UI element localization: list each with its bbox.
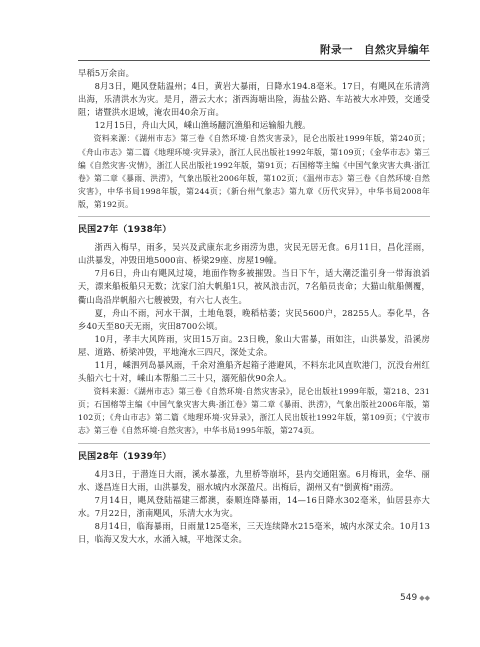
footer-ornament: ◆◆ xyxy=(419,594,430,602)
source-citation: 资料来源：《湖州市志》第三卷《自然环境·自然灾害录》，昆仑出版社1999年版，第240页；《舟山市志》第二篇《地理环境·灾异录》，浙江人民出版社1992年版，第109页；《金华市志》第三编《自然灾害·灾情》，浙江人民出版社1992年版，第91页；石国榕等主编《中国气象灾害大典·浙江卷》第二章《暴雨、洪涝》，气象出版社2006年版，第102页；《温州市志》第三卷《自然环境·自然灾害》，中华书局1998年版，第244页；《新台州气象志》第九章《历代灾异》，中华书局2008年版，第192页。 xyxy=(78,134,430,209)
header-rule xyxy=(78,60,430,61)
paragraph: 12月15日，舟山大风，嵊山渔场翻沉渔船和运输船九艘。 xyxy=(94,120,311,131)
paragraph: 7月6日，舟山有飓风过境，地面作物多被摧毁。当日下午，适大潮泛滥引身一带海浪滔天，漂来船板船只无数；沈家门泊大帆船1只，被风浪击沉，7名船员丧命；大猫山航船侧覆，衢山岛沿岸帆船六七艘被毁，有六七人丧生。 xyxy=(78,268,430,305)
page-body xyxy=(78,67,430,546)
source-citation: 资料来源：《湖州市志》第三卷《自然环境·自然灾害录》，昆仑出版社1999年版，第218、231页；石国榕等主编《中国气象灾害大典·浙江卷》第二章《暴雨、洪涝》，气象出版社2006年版，第102页；《舟山市志》第二篇《地理环境·灾异录》，浙江人民出版社1992年版，第109页；《宁波市志》第三卷《自然环境·自然灾害》，中华书局1995年版，第274页。 xyxy=(78,387,430,436)
year-heading-1938: 民国27年（1938年） xyxy=(78,225,172,236)
paragraph: 夏，舟山不雨，河水干涸，土地龟裂，晚稻枯萎；灾民5600户，28255人。奉化旱，各乡40天至80天无雨，灾田8700公顷。 xyxy=(78,307,430,331)
paragraph: 7月14日，飓风登陆福建三都澳，泰顺连降暴雨，14—16日降水302毫米，仙居县亦大水。7月22日，浙南飓风，乐清大水为灾。 xyxy=(78,494,430,518)
paragraph: 4月3日，于潜连日大雨，溪水暴涨，九里桥等崩坏，县内交通阻塞。6月梅讯，金华、丽水、遂昌连日大雨，山洪暴发，丽水城内水深盈尺。出梅后，湖州又有"倒黄梅"雨涝。 xyxy=(78,468,430,492)
section-divider xyxy=(78,216,430,217)
paragraph: 8月3日，飓风登陆温州；4日，黄岩大暴雨，日降水194.8毫米。17日，有飓风在乐清湾出海，乐清洪水为灾。是月，潜云大水；浙西海塘出险，海盐公路、车站被大水冲毁，交通受阻；诸暨洪水退域，淹农田40余万亩。 xyxy=(78,81,430,118)
section-divider xyxy=(78,443,430,444)
paragraph: 10月，孝丰大风阵雨，灾田15万亩。23日晚，象山大雷暴，雨如注，山洪暴发，沿溪房屋、道路、桥梁冲毁，平地淹水三四尺，深处丈余。 xyxy=(78,333,430,357)
paragraph: 浙西入梅早，雨多，吴兴及武康东北乡雨涝为患，灾民无居无食。6月11日，昌化淫雨，山洪暴发，冲毁田地5000亩、桥梁29座、房屋19幢。 xyxy=(78,242,430,266)
paragraph: 8月14日，临海暴雨，日雨量125毫米，三天连续降水215毫米，城内水深丈余。10月13日，临海又发大水，水涌入城，平地深丈余。 xyxy=(78,521,430,545)
running-header: 附录一 自然灾异编年 xyxy=(320,44,430,56)
page-number: 549 xyxy=(400,593,418,603)
paragraph: 11月，嵊泗列岛暴风雨，千余对渔船齐起箱子港避风，不料东北风直吹港门，沉没台州红头船六七十对，嵊山本帮船二三十只，溺死船伙90余人。 xyxy=(78,359,430,384)
paragraph: 早稻5万余亩。 xyxy=(78,68,135,78)
year-heading-1939: 民国28年（1939年） xyxy=(78,451,172,462)
page-footer xyxy=(400,593,430,603)
